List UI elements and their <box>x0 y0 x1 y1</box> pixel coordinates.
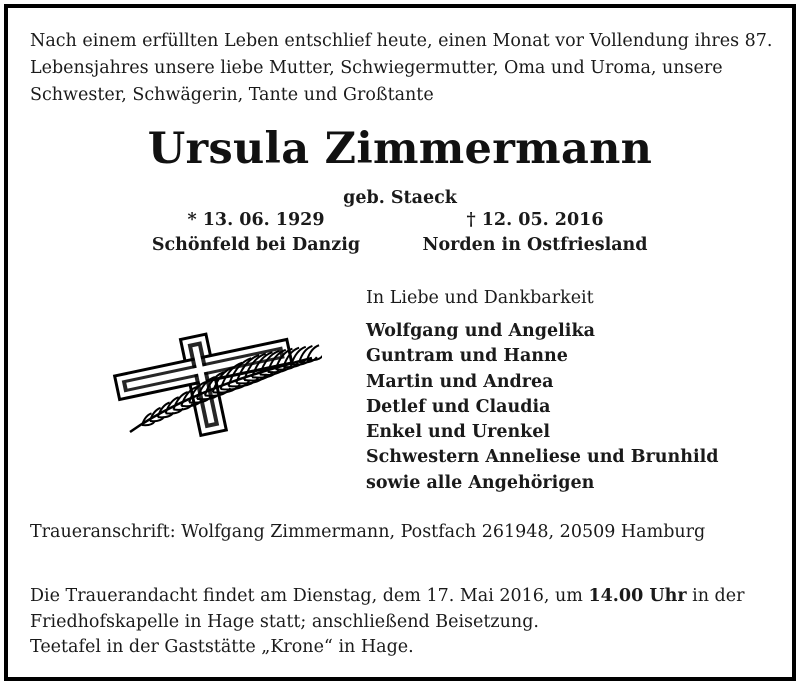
service-text-1: Die Trauerandacht findet am Dienstag, dem 17. Mai 2016, um <box>30 586 589 606</box>
service-text-2: in der Friedhofskapelle in Hage statt; anschließend Beisetzung. <box>30 586 745 632</box>
deceased-name: Ursula Zimmermann <box>147 124 653 174</box>
intro-text: Nach einem erfüllten Leben entschlief heute, einen Monat vor Vollendung ihres 87. Lebensjahres unsere liebe Mutter, Schwiegermutter, Oma und Uroma, unsere Schwester, Schwägerin, Tante und Großtante <box>30 31 773 105</box>
cross-with-palm-branch-icon <box>112 328 322 438</box>
death-info <box>410 208 660 258</box>
list-item: Detlef und Claudia <box>366 396 551 417</box>
list-item: Schwestern Anneliese und Brunhild <box>366 447 719 468</box>
list-item: sowie alle Angehörigen <box>366 472 595 493</box>
list-item: Guntram und Hanne <box>366 346 568 367</box>
birth-place: Schönfeld bei Danzig <box>151 235 361 255</box>
death-place: Norden in Ostfriesland <box>422 235 648 255</box>
list-item: Enkel und Urenkel <box>366 422 551 443</box>
obituary-notice <box>4 4 796 681</box>
list-item: Martin und Andrea <box>366 371 554 392</box>
mourners-list <box>366 319 718 496</box>
thanks-line: In Liebe und Dankbarkeit <box>366 288 594 308</box>
mourning-address: Traueranschrift: Wolfgang Zimmermann, Postfach 261948, 20509 Hamburg <box>30 522 706 542</box>
birth-info <box>146 208 366 258</box>
list-item: Wolfgang und Angelika <box>366 321 595 341</box>
service-text-3: Teetafel in der Gaststätte „Krone“ in Hage. <box>30 637 414 657</box>
service-info <box>30 584 790 661</box>
service-time: 14.00 Uhr <box>588 586 687 606</box>
death-date: † 12. 05. 2016 <box>466 210 604 230</box>
birth-date: * 13. 06. 1929 <box>187 210 325 230</box>
maiden-name: geb. Staeck <box>343 188 457 208</box>
